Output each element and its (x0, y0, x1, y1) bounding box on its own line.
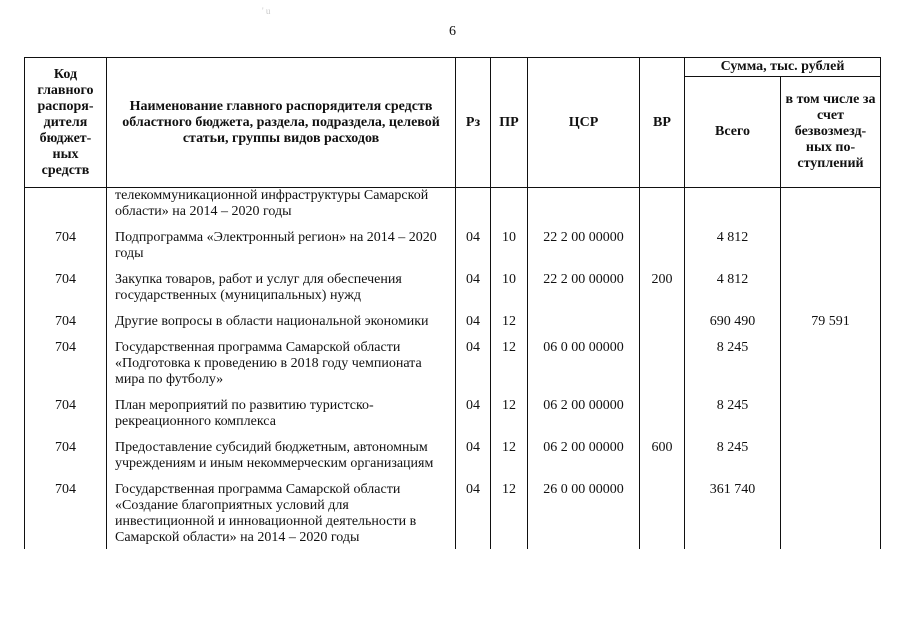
table-row (25, 433, 881, 475)
scan-artifact-mark: ' u (262, 6, 271, 16)
cell-total: 8 245 (685, 391, 781, 433)
cell-name: Государственная программа Самарской области «Подготовка к проведению в 2018 году чемпионата мира по футболу» (107, 333, 456, 391)
cell-total: 690 490 (685, 307, 781, 333)
cell-vr (640, 188, 685, 224)
cell-csr (528, 307, 640, 333)
cell-rz: 04 (456, 433, 491, 475)
cell-total: 8 245 (685, 433, 781, 475)
cell-code: 704 (25, 307, 107, 333)
cell-rz (456, 188, 491, 224)
cell-csr: 06 2 00 00000 (528, 391, 640, 433)
cell-free (781, 433, 881, 475)
header-code: Код главного распоря-дителя бюджет-ных средств (25, 58, 107, 188)
cell-pr: 10 (491, 265, 528, 307)
cell-pr: 10 (491, 223, 528, 265)
cell-code (25, 188, 107, 224)
cell-vr: 200 (640, 265, 685, 307)
cell-total (685, 188, 781, 224)
header-name: Наименование главного распорядителя средств областного бюджета, раздела, подраздела, целевой статьи, группы видов расходов (107, 58, 456, 188)
cell-pr: 12 (491, 391, 528, 433)
table-row (25, 391, 881, 433)
cell-rz: 04 (456, 475, 491, 549)
cell-csr: 26 0 00 00000 (528, 475, 640, 549)
cell-rz: 04 (456, 307, 491, 333)
cell-total: 361 740 (685, 475, 781, 549)
cell-code: 704 (25, 475, 107, 549)
cell-code: 704 (25, 433, 107, 475)
table-header (25, 58, 881, 188)
cell-free: 79 591 (781, 307, 881, 333)
cell-name: Предоставление субсидий бюджетным, автономным учреждениям и иным некоммерческим организациям (107, 433, 456, 475)
header-total: Всего (685, 77, 781, 188)
table-row (25, 307, 881, 333)
budget-table (24, 57, 881, 549)
cell-vr (640, 475, 685, 549)
cell-free (781, 188, 881, 224)
cell-vr (640, 333, 685, 391)
header-sum-group: Сумма, тыс. рублей (685, 58, 881, 77)
cell-vr: 600 (640, 433, 685, 475)
cell-total: 4 812 (685, 265, 781, 307)
cell-free (781, 265, 881, 307)
cell-rz: 04 (456, 265, 491, 307)
cell-vr (640, 391, 685, 433)
cell-free (781, 391, 881, 433)
cell-code: 704 (25, 265, 107, 307)
cell-code: 704 (25, 391, 107, 433)
cell-pr: 12 (491, 307, 528, 333)
cell-name: телекоммуникационной инфраструктуры Самарской области» на 2014 – 2020 годы (107, 188, 456, 224)
cell-csr (528, 188, 640, 224)
cell-csr: 22 2 00 00000 (528, 223, 640, 265)
header-pr: ПР (491, 58, 528, 188)
table-body (25, 188, 881, 550)
table-row (25, 265, 881, 307)
cell-vr (640, 223, 685, 265)
cell-name: План мероприятий по развитию туристско-рекреационного комплекса (107, 391, 456, 433)
cell-name: Подпрограмма «Электронный регион» на 2014 – 2020 годы (107, 223, 456, 265)
header-vr: ВР (640, 58, 685, 188)
cell-total: 4 812 (685, 223, 781, 265)
cell-vr (640, 307, 685, 333)
page-number: 6 (449, 24, 456, 39)
cell-pr: 12 (491, 433, 528, 475)
cell-code: 704 (25, 223, 107, 265)
cell-name: Государственная программа Самарской области «Создание благоприятных условий для инвестиционной и инновационной деятельности в Самарской области» на 2014 – 2020 годы (107, 475, 456, 549)
table-row (25, 223, 881, 265)
cell-pr: 12 (491, 333, 528, 391)
cell-rz: 04 (456, 333, 491, 391)
cell-csr: 06 2 00 00000 (528, 433, 640, 475)
header-rz: Рз (456, 58, 491, 188)
header-csr: ЦСР (528, 58, 640, 188)
cell-csr: 06 0 00 00000 (528, 333, 640, 391)
table-row (25, 475, 881, 549)
cell-code: 704 (25, 333, 107, 391)
cell-free (781, 475, 881, 549)
cell-rz: 04 (456, 223, 491, 265)
cell-rz: 04 (456, 391, 491, 433)
cell-csr: 22 2 00 00000 (528, 265, 640, 307)
table-row-continuation (25, 188, 881, 224)
cell-total: 8 245 (685, 333, 781, 391)
table-row (25, 333, 881, 391)
cell-pr: 12 (491, 475, 528, 549)
cell-pr (491, 188, 528, 224)
cell-free (781, 223, 881, 265)
cell-name: Закупка товаров, работ и услуг для обеспечения государственных (муниципальных) нужд (107, 265, 456, 307)
cell-free (781, 333, 881, 391)
cell-name: Другие вопросы в области национальной экономики (107, 307, 456, 333)
header-free: в том числе за счет безвозмезд-ных по-ступлений (781, 77, 881, 188)
